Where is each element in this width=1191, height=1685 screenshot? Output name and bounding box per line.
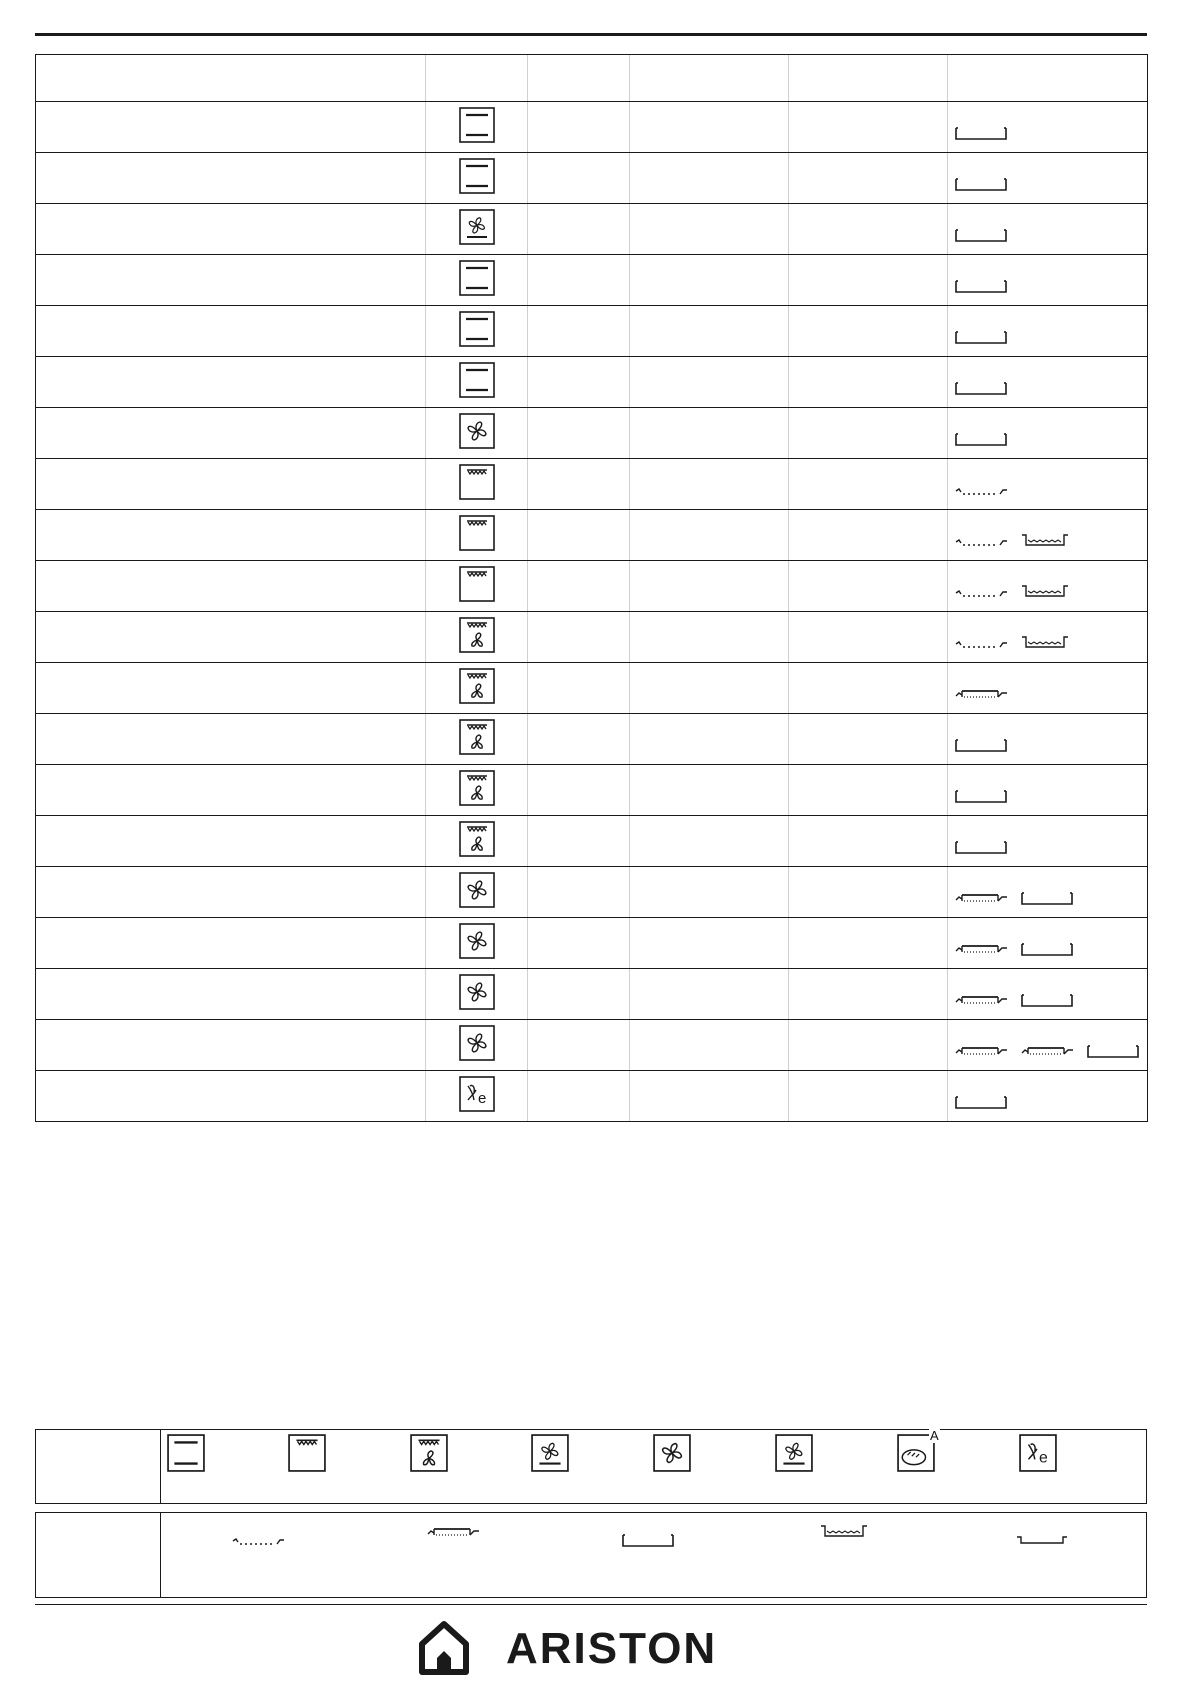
- value-cell: [630, 612, 789, 663]
- cooking-table: [35, 54, 1148, 1122]
- fan-bottom-heat-icon: [531, 1434, 569, 1472]
- food-cell: [36, 561, 426, 612]
- conventional-icon: [167, 1434, 205, 1472]
- wire-shelf-icon: [954, 683, 1010, 705]
- legend-modes-label: [36, 1430, 161, 1503]
- baking-tray-icon: [1020, 887, 1076, 909]
- accessories-cell: [948, 918, 1148, 969]
- accessories-cell: [948, 1071, 1148, 1122]
- header-cell: [36, 55, 426, 102]
- header-cell: [528, 55, 630, 102]
- value-cell: [528, 255, 630, 306]
- table-row: [36, 1071, 1148, 1122]
- drip-tray-icon: [1020, 632, 1070, 654]
- conventional-icon: [459, 107, 495, 143]
- value-cell: [789, 969, 948, 1020]
- table-row: [36, 612, 1148, 663]
- value-cell: [630, 918, 789, 969]
- table-row: [36, 561, 1148, 612]
- value-cell: [528, 612, 630, 663]
- value-cell: [528, 1020, 630, 1071]
- value-cell: [630, 306, 789, 357]
- value-cell: [630, 1020, 789, 1071]
- mode-cell: [426, 102, 528, 153]
- mode-cell: [426, 714, 528, 765]
- mode-cell: [426, 510, 528, 561]
- fan-oven-icon: [459, 923, 495, 959]
- fan-grill-icon: [459, 770, 495, 806]
- value-cell: [789, 867, 948, 918]
- value-cell: [630, 561, 789, 612]
- value-cell: [789, 408, 948, 459]
- bottom-rule: [35, 1604, 1147, 1605]
- value-cell: [789, 663, 948, 714]
- value-cell: [789, 714, 948, 765]
- value-cell: [528, 918, 630, 969]
- food-cell: [36, 306, 426, 357]
- accessories-cell: [948, 1020, 1148, 1071]
- value-cell: [789, 357, 948, 408]
- mode-cell: [426, 255, 528, 306]
- value-cell: [789, 561, 948, 612]
- value-cell: [528, 459, 630, 510]
- baking-tray-icon: [954, 275, 1010, 297]
- value-cell: [528, 561, 630, 612]
- value-cell: [789, 1020, 948, 1071]
- value-cell: [630, 867, 789, 918]
- mode-cell: [426, 306, 528, 357]
- grill-rack-icon: [954, 530, 1010, 552]
- food-cell: [36, 663, 426, 714]
- mode-cell: [426, 1071, 528, 1122]
- value-cell: [789, 459, 948, 510]
- value-cell: [789, 918, 948, 969]
- baking-tray-icon: [954, 734, 1010, 756]
- value-cell: [528, 204, 630, 255]
- grill-icon: [288, 1434, 326, 1472]
- value-cell: [528, 714, 630, 765]
- grill-icon: [459, 464, 495, 500]
- legend-mode-item: [897, 1428, 939, 1472]
- baking-tray-icon: [954, 428, 1010, 450]
- baking-tray-icon: [954, 377, 1010, 399]
- value-cell: [789, 816, 948, 867]
- mode-cell: [426, 459, 528, 510]
- value-cell: [789, 102, 948, 153]
- svg-text:e: e: [1039, 1449, 1048, 1467]
- fan-oven-icon: [459, 413, 495, 449]
- food-cell: [36, 612, 426, 663]
- table-row: [36, 153, 1148, 204]
- value-cell: [630, 408, 789, 459]
- value-cell: [789, 612, 948, 663]
- baking-tray-icon: [1086, 1040, 1142, 1062]
- food-cell: [36, 153, 426, 204]
- mode-cell: [426, 357, 528, 408]
- fan-oven-icon: [653, 1434, 691, 1472]
- mode-cell: [426, 765, 528, 816]
- drip-tray-icon: [1020, 581, 1070, 603]
- table-row: [36, 102, 1148, 153]
- baking-tray-icon: [954, 836, 1010, 858]
- accessories-cell: [948, 561, 1148, 612]
- table-row: [36, 663, 1148, 714]
- table-row: [36, 1020, 1148, 1071]
- legend-accessory-item: [1015, 1529, 1085, 1555]
- accessories-cell: [948, 714, 1148, 765]
- accessories-cell: [948, 408, 1148, 459]
- legend-mode-item: [531, 1434, 569, 1472]
- accessories-cell: [948, 153, 1148, 204]
- accessories-cell: [948, 969, 1148, 1020]
- value-cell: [630, 765, 789, 816]
- table-row: [36, 459, 1148, 510]
- header-cell: [789, 55, 948, 102]
- legend-accessories-label: [36, 1513, 161, 1597]
- top-rule: [35, 33, 1147, 36]
- legend-accessory-item: [819, 1521, 889, 1547]
- mode-cell: [426, 561, 528, 612]
- accessories-cell: [948, 357, 1148, 408]
- value-cell: [630, 102, 789, 153]
- baking-tray-icon: [954, 1091, 1010, 1113]
- mode-cell: [426, 408, 528, 459]
- wire-shelf-icon: [954, 887, 1010, 909]
- value-cell: [630, 663, 789, 714]
- value-cell: [630, 204, 789, 255]
- fan-grill-icon: [459, 719, 495, 755]
- conventional-icon: [459, 158, 495, 194]
- mode-cell: [426, 663, 528, 714]
- fan-grill-icon: [459, 821, 495, 857]
- baking-tray-icon: [954, 326, 1010, 348]
- value-cell: [630, 357, 789, 408]
- food-cell: [36, 765, 426, 816]
- header-cell: [630, 55, 789, 102]
- value-cell: [630, 510, 789, 561]
- value-cell: [528, 306, 630, 357]
- grill-rack-icon: [231, 1529, 287, 1551]
- food-cell: [36, 459, 426, 510]
- accessories-cell: [948, 816, 1148, 867]
- legend-mode-item: [288, 1434, 326, 1472]
- value-cell: [630, 816, 789, 867]
- drip-tray-icon: [1020, 530, 1070, 552]
- value-cell: [630, 969, 789, 1020]
- value-cell: [789, 765, 948, 816]
- brand-name: ARISTON: [506, 1624, 718, 1673]
- accessories-cell: [948, 255, 1148, 306]
- food-cell: [36, 714, 426, 765]
- svg-text:e: e: [477, 1089, 486, 1107]
- legend-accessory-item: [231, 1529, 301, 1555]
- food-cell: [36, 918, 426, 969]
- baking-tray-icon: [1020, 989, 1076, 1011]
- food-cell: [36, 102, 426, 153]
- grill-rack-icon: [954, 632, 1010, 654]
- table-row: [36, 510, 1148, 561]
- eco-fan-icon: [1019, 1434, 1057, 1472]
- mode-cell: [426, 969, 528, 1020]
- accessories-cell: [948, 306, 1148, 357]
- grill-rack-icon: [954, 479, 1010, 501]
- value-cell: [528, 765, 630, 816]
- value-cell: [528, 408, 630, 459]
- accessories-cell: [948, 663, 1148, 714]
- fan-oven-icon: [459, 1025, 495, 1061]
- fan-grill-icon: [459, 668, 495, 704]
- wire-shelf-icon: [426, 1521, 482, 1543]
- value-cell: [528, 663, 630, 714]
- legend-cooking-modes: [35, 1429, 1147, 1504]
- mode-cell: [426, 204, 528, 255]
- accessories-cell: [948, 204, 1148, 255]
- value-cell: [528, 357, 630, 408]
- table-row: [36, 969, 1148, 1020]
- grill-icon: [459, 566, 495, 602]
- mode-cell: [426, 612, 528, 663]
- grill-icon: [459, 515, 495, 551]
- fan-oven-icon: [459, 872, 495, 908]
- food-cell: [36, 969, 426, 1020]
- conventional-icon: [459, 311, 495, 347]
- value-cell: [630, 153, 789, 204]
- house-icon: [416, 1618, 472, 1676]
- fan-grill-icon: [459, 617, 495, 653]
- food-cell: [36, 867, 426, 918]
- legend-mode-item: [1019, 1434, 1057, 1472]
- value-cell: [630, 714, 789, 765]
- value-cell: [789, 1071, 948, 1122]
- table-row: [36, 816, 1148, 867]
- accessories-cell: [948, 459, 1148, 510]
- bread-mark: A: [930, 1428, 939, 1443]
- conventional-icon: [459, 362, 495, 398]
- table-row: [36, 918, 1148, 969]
- table-row: [36, 306, 1148, 357]
- baking-tray-icon: [954, 173, 1010, 195]
- food-cell: [36, 1071, 426, 1122]
- fan-bottom-heat-icon: [775, 1434, 813, 1472]
- grill-rack-icon: [954, 581, 1010, 603]
- value-cell: [528, 510, 630, 561]
- shallow-tray-icon: [1015, 1529, 1071, 1551]
- brand-logo: [416, 1618, 756, 1678]
- food-cell: [36, 1020, 426, 1071]
- value-cell: [528, 153, 630, 204]
- table-row: [36, 714, 1148, 765]
- accessories-cell: [948, 612, 1148, 663]
- conventional-icon: [459, 260, 495, 296]
- food-cell: [36, 816, 426, 867]
- value-cell: [528, 867, 630, 918]
- baking-tray-icon: [621, 1529, 677, 1551]
- fan-oven-icon: [459, 974, 495, 1010]
- table-row: [36, 204, 1148, 255]
- accessories-cell: [948, 867, 1148, 918]
- mode-cell: [426, 1020, 528, 1071]
- header-cell: [948, 55, 1148, 102]
- value-cell: [528, 1071, 630, 1122]
- accessories-cell: [948, 102, 1148, 153]
- value-cell: [789, 255, 948, 306]
- legend-mode-item: [775, 1434, 813, 1472]
- mode-cell: [426, 918, 528, 969]
- legend-mode-item: [167, 1434, 205, 1472]
- baking-tray-icon: [954, 122, 1010, 144]
- table-row: [36, 867, 1148, 918]
- header-cell: [426, 55, 528, 102]
- legend-mode-item: [653, 1434, 691, 1472]
- value-cell: [528, 816, 630, 867]
- food-cell: [36, 357, 426, 408]
- baking-tray-icon: [1020, 938, 1076, 960]
- table-row: [36, 408, 1148, 459]
- wire-shelf-icon: [954, 938, 1010, 960]
- value-cell: [528, 102, 630, 153]
- value-cell: [789, 204, 948, 255]
- value-cell: [528, 969, 630, 1020]
- table-row: [36, 765, 1148, 816]
- accessories-cell: [948, 765, 1148, 816]
- mode-cell: [426, 816, 528, 867]
- food-cell: [36, 510, 426, 561]
- drip-tray-icon: [819, 1521, 869, 1543]
- food-cell: [36, 255, 426, 306]
- value-cell: [789, 153, 948, 204]
- value-cell: [789, 306, 948, 357]
- food-cell: [36, 204, 426, 255]
- food-cell: [36, 408, 426, 459]
- value-cell: [630, 255, 789, 306]
- value-cell: [630, 1071, 789, 1122]
- eco-fan-icon: [459, 1076, 495, 1112]
- wire-shelf-icon: [954, 1040, 1010, 1062]
- table-row: [36, 357, 1148, 408]
- mode-cell: [426, 867, 528, 918]
- mode-cell: [426, 153, 528, 204]
- baking-tray-icon: [954, 224, 1010, 246]
- wire-shelf-icon: [954, 989, 1010, 1011]
- legend-accessory-item: [426, 1521, 496, 1547]
- table-row: [36, 255, 1148, 306]
- legend-accessory-item: [621, 1529, 691, 1555]
- accessories-cell: [948, 510, 1148, 561]
- wire-shelf-icon: [1020, 1040, 1076, 1062]
- value-cell: [630, 459, 789, 510]
- legend-accessories: [35, 1512, 1147, 1598]
- fan-grill-icon: [410, 1434, 448, 1472]
- value-cell: [789, 510, 948, 561]
- fan-bottom-heat-icon: [459, 209, 495, 245]
- table-header: [36, 55, 1148, 102]
- baking-tray-icon: [954, 785, 1010, 807]
- legend-mode-item: [410, 1434, 448, 1472]
